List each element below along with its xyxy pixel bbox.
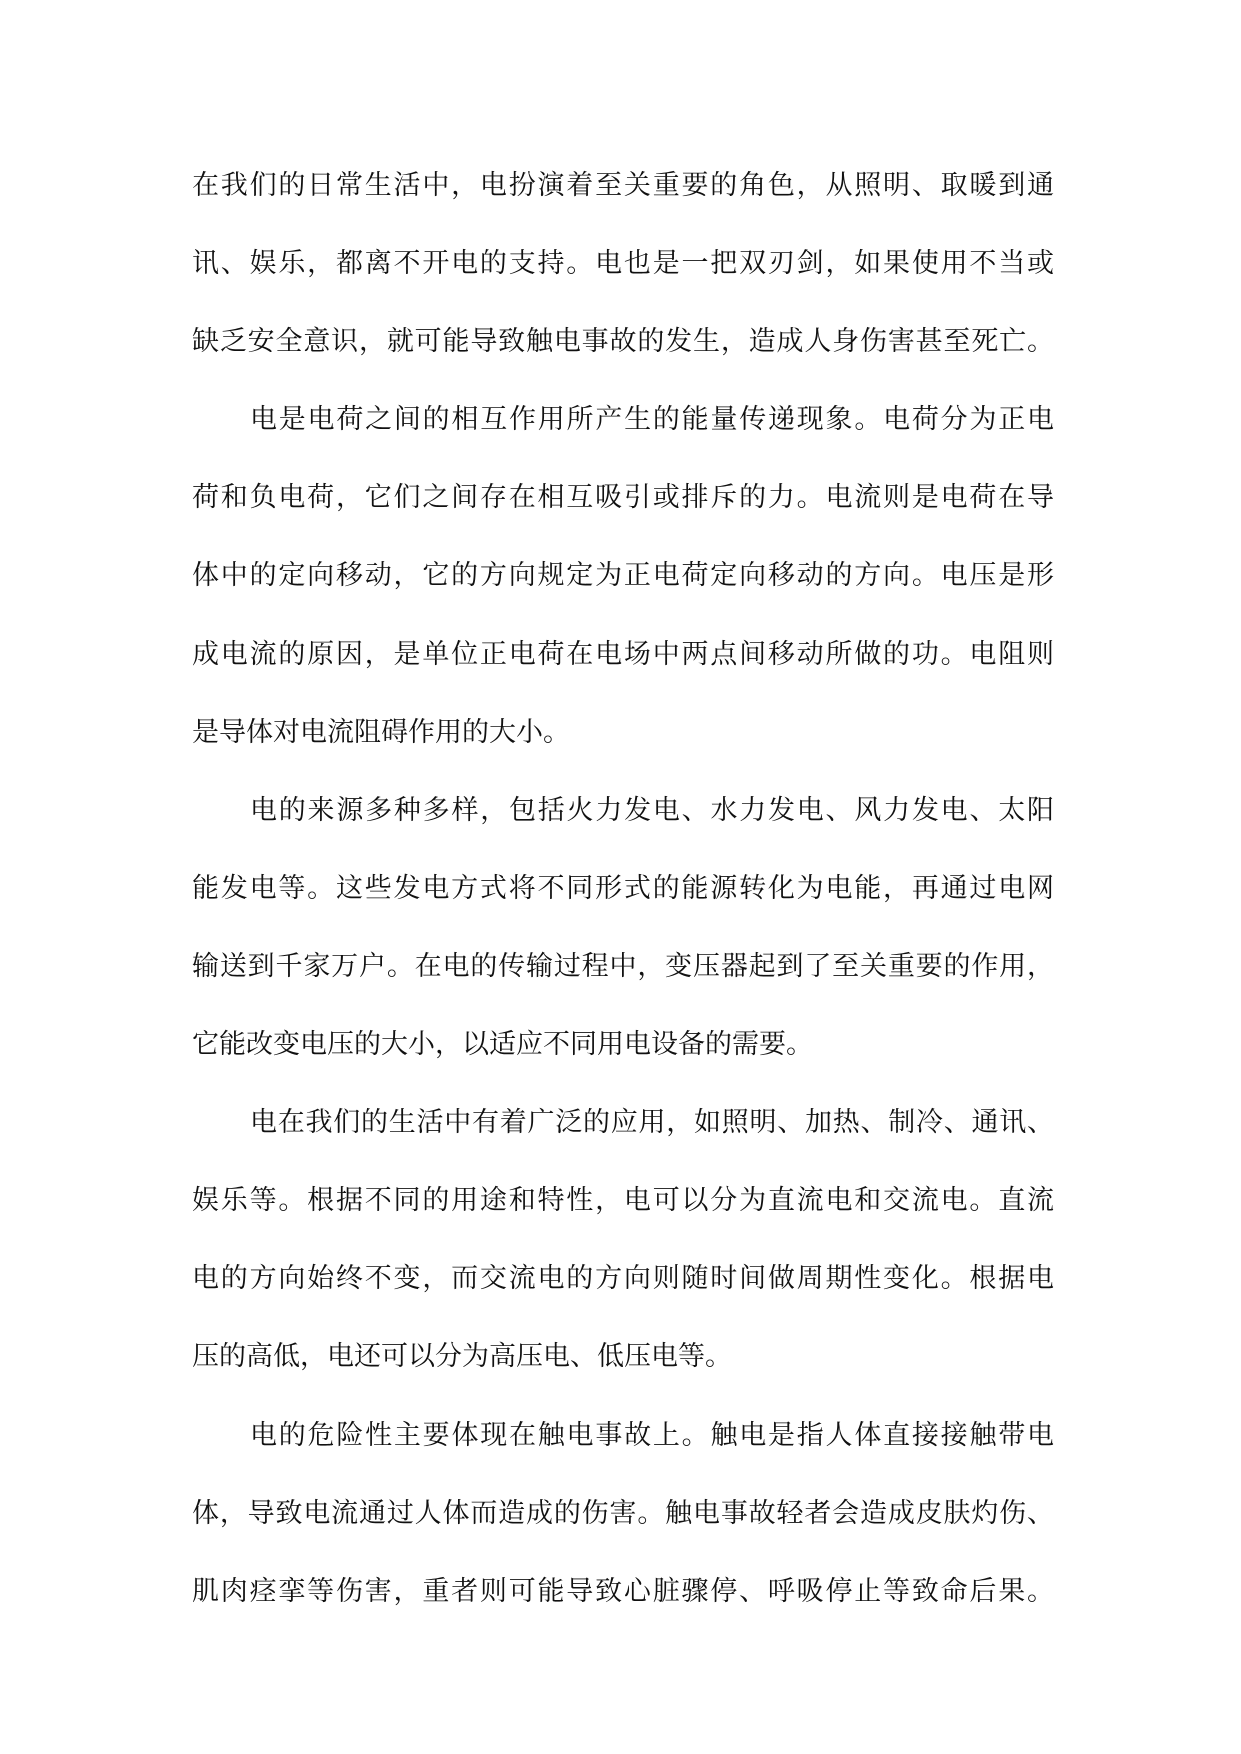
- paragraph-4-line-2: 娱乐等。根据不同的用途和特性，电可以分为直流电和交流电。直流: [192, 1185, 1054, 1217]
- paragraph-3-line-3: 输送到千家万户。在电的传输过程中，变压器起到了至关重要的作用，: [192, 950, 1054, 982]
- paragraph-1-line-3: 缺乏安全意识，就可能导致触电事故的发生，造成人身伤害甚至死亡。: [192, 326, 1054, 358]
- paragraph-5-line-1: 电的危险性主要体现在触电事故上。触电是指人体直接接触带电: [250, 1419, 1054, 1451]
- paragraph-3-line-4: 它能改变电压的大小，以适应不同用电设备的需要。: [192, 1029, 813, 1061]
- paragraph-2-line-4: 成电流的原因，是单位正电荷在电场中两点间移动所做的功。电阻则: [192, 638, 1054, 670]
- body-text: [192, 147, 1054, 1631]
- paragraph-2-line-1: 电是电荷之间的相互作用所产生的能量传递现象。电荷分为正电: [250, 404, 1054, 436]
- paragraph-4-line-3: 电的方向始终不变，而交流电的方向则随时间做周期性变化。根据电: [192, 1263, 1054, 1295]
- paragraph-2-line-5: 是导体对电流阻碍作用的大小。: [192, 716, 570, 748]
- paragraph-4-line-4: 压的高低，电还可以分为高压电、低压电等。: [192, 1341, 732, 1373]
- paragraph-5-line-3: 肌肉痉挛等伤害，重者则可能导致心脏骤停、呼吸停止等致命后果。: [192, 1575, 1054, 1607]
- paragraph-4-line-1: 电在我们的生活中有着广泛的应用，如照明、加热、制冷、通讯、: [250, 1107, 1054, 1139]
- paragraph-3-line-2: 能发电等。这些发电方式将不同形式的能源转化为电能，再通过电网: [192, 872, 1054, 904]
- paragraph-3-line-1: 电的来源多种多样，包括火力发电、水力发电、风力发电、太阳: [250, 794, 1054, 826]
- paragraph-5-line-2: 体，导致电流通过人体而造成的伤害。触电事故轻者会造成皮肤灼伤、: [192, 1497, 1054, 1529]
- paragraph-1-line-2: 讯、娱乐，都离不开电的支持。电也是一把双刃剑，如果使用不当或: [192, 248, 1054, 280]
- paragraph-1-line-1: 在我们的日常生活中，电扮演着至关重要的角色，从照明、取暖到通: [192, 170, 1054, 201]
- paragraph-2-line-3: 体中的定向移动，它的方向规定为正电荷定向移动的方向。电压是形: [192, 560, 1054, 592]
- paragraph-2-line-2: 荷和负电荷，它们之间存在相互吸引或排斥的力。电流则是电荷在导: [192, 482, 1054, 514]
